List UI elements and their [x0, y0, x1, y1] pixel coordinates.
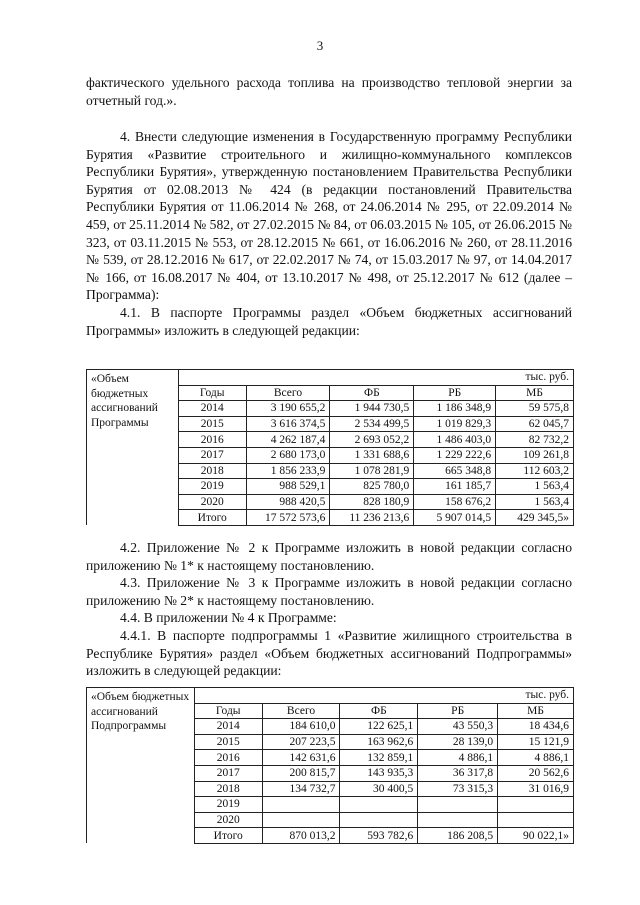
value-cell: 18 434,6: [498, 719, 574, 735]
value-cell: 2 534 499,5: [330, 416, 414, 432]
value-cell: 825 780,0: [330, 479, 414, 495]
value-cell: 1 856 233,9: [246, 463, 330, 479]
value-cell: 1 078 281,9: [330, 463, 414, 479]
column-header: Всего: [246, 385, 330, 401]
table-unit: тыс. руб.: [178, 370, 573, 386]
value-cell: 870 013,2: [262, 828, 340, 844]
value-cell: 158 676,2: [414, 494, 496, 510]
year-cell: 2014: [178, 401, 246, 417]
value-cell: 112 603,2: [496, 463, 574, 479]
year-cell: 2015: [194, 734, 262, 750]
value-cell: 4 886,1: [418, 750, 498, 766]
value-cell: 28 139,0: [418, 734, 498, 750]
paragraph-item-4-4-1: 4.4.1. В паспорте подпрограммы 1 «Развитие жилищного строительства в Республике Бурятия» раздел «Объем бюджетных ассигнований Подпрограммы» изложить в следующей редакции:: [86, 627, 572, 679]
value-cell: 1 944 730,5: [330, 401, 414, 417]
value-cell: [340, 812, 418, 828]
page-number: 3: [316, 38, 324, 53]
column-header: Всего: [262, 703, 340, 719]
value-cell: 1 563,4: [496, 494, 574, 510]
year-cell: Итого: [194, 828, 262, 844]
column-header: ФБ: [330, 385, 414, 401]
value-cell: 4 262 187,4: [246, 432, 330, 448]
column-header: Годы: [178, 385, 246, 401]
paragraph-item-4-3: 4.3. Приложение № 3 к Программе изложить в новой редакции согласно приложению № 2* к настоящему постановлению.: [86, 575, 572, 608]
table-label: «Объем бюджетных ассигнований Программы: [87, 370, 179, 526]
value-cell: 62 045,7: [496, 416, 574, 432]
year-cell: 2018: [194, 781, 262, 797]
value-cell: 1 331 688,6: [330, 447, 414, 463]
year-cell: 2018: [178, 463, 246, 479]
year-cell: 2017: [194, 765, 262, 781]
value-cell: 200 815,7: [262, 765, 340, 781]
value-cell: 163 962,6: [340, 734, 418, 750]
value-cell: 132 859,1: [340, 750, 418, 766]
paragraph-item-4-2: 4.2. Приложение № 2 к Программе изложить в новой редакции согласно приложению № 1* к настоящему постановлению.: [86, 540, 572, 573]
value-cell: 429 345,5»: [496, 510, 574, 526]
value-cell: 36 317,8: [418, 765, 498, 781]
value-cell: 988 420,5: [246, 494, 330, 510]
value-cell: 142 631,6: [262, 750, 340, 766]
value-cell: [498, 797, 574, 813]
value-cell: 1 186 348,9: [414, 401, 496, 417]
value-cell: 17 572 573,6: [246, 510, 330, 526]
paragraph-item-4-4: 4.4. В приложении № 4 к Программе:: [120, 610, 337, 626]
value-cell: 11 236 213,6: [330, 510, 414, 526]
value-cell: 2 693 052,2: [330, 432, 414, 448]
budget-table-subprogram: [86, 687, 574, 844]
column-header: РБ: [418, 703, 498, 719]
value-cell: 31 016,9: [498, 781, 574, 797]
year-cell: 2015: [178, 416, 246, 432]
value-cell: 90 022,1»: [498, 828, 574, 844]
value-cell: 59 575,8: [496, 401, 574, 417]
value-cell: 2 680 173,0: [246, 447, 330, 463]
value-cell: 1 486 403,0: [414, 432, 496, 448]
value-cell: 665 348,8: [414, 463, 496, 479]
paragraph-item-4: 4. Внести следующие изменения в Государственную программу Республики Бурятия «Развитие строительного и жилищно-коммунального комплексов Республики Бурятия», утвержденную постановлением Правительства Республики Бурятия от 02.08.2013 № 424 (в редакции постановлений Правительства Республики Бурятия от 11.06.2014 № 268, от 24.06.2014 № 295, от 22.09.2014 № 459, от 25.11.2014 № 582, от 27.02.2015 № 84, от 06.03.2015 № 105, от 26.06.2015 № 323, от 03.11.2015 № 553, от 28.12.2015 № 661, от 16.06.2016 № 260, от 28.11.2016 № 539, от 28.12.2016 № 617, от 22.02.2017 № 74, от 15.03.2017 № 97, от 14.04.2017 № 166, от 16.08.2017 № 404, от 13.10.2017 № 498, от 25.12.2017 № 612 (далее – Программа): 4.1. В паспорте Программы раздел «Объем бюджетных ассигнований Программы» изложить в следующей редакции:: [86, 129, 572, 338]
year-cell: 2020: [194, 812, 262, 828]
year-cell: 2016: [194, 750, 262, 766]
table-unit: тыс. руб.: [194, 688, 573, 704]
year-cell: 2017: [178, 447, 246, 463]
year-cell: 2014: [194, 719, 262, 735]
value-cell: 186 208,5: [418, 828, 498, 844]
value-cell: 828 180,9: [330, 494, 414, 510]
year-cell: 2020: [178, 494, 246, 510]
value-cell: 30 400,5: [340, 781, 418, 797]
value-cell: 122 625,1: [340, 719, 418, 735]
value-cell: 20 562,6: [498, 765, 574, 781]
value-cell: 43 550,3: [418, 719, 498, 735]
value-cell: 184 610,0: [262, 719, 340, 735]
budget-table-program: [86, 369, 574, 526]
year-cell: 2019: [178, 479, 246, 495]
table-label: «Объем бюджетных ассигнований Подпрограммы: [87, 688, 195, 844]
value-cell: 207 223,5: [262, 734, 340, 750]
value-cell: 73 315,3: [418, 781, 498, 797]
value-cell: 82 732,2: [496, 432, 574, 448]
value-cell: [340, 797, 418, 813]
value-cell: 134 732,7: [262, 781, 340, 797]
value-cell: 593 782,6: [340, 828, 418, 844]
column-header: Годы: [194, 703, 262, 719]
value-cell: [498, 812, 574, 828]
column-header: МБ: [496, 385, 574, 401]
value-cell: [418, 812, 498, 828]
column-header: РБ: [414, 385, 496, 401]
value-cell: 1 563,4: [496, 479, 574, 495]
value-cell: 3 190 655,2: [246, 401, 330, 417]
value-cell: 109 261,8: [496, 447, 574, 463]
value-cell: 988 529,1: [246, 479, 330, 495]
value-cell: [262, 812, 340, 828]
value-cell: 4 886,1: [498, 750, 574, 766]
column-header: ФБ: [340, 703, 418, 719]
value-cell: 1 229 222,6: [414, 447, 496, 463]
value-cell: 143 935,3: [340, 765, 418, 781]
value-cell: [262, 797, 340, 813]
value-cell: 1 019 829,3: [414, 416, 496, 432]
year-cell: 2019: [194, 797, 262, 813]
value-cell: 15 121,9: [498, 734, 574, 750]
column-header: МБ: [498, 703, 574, 719]
paragraph-item-4-1: 4.1. В паспорте Программы раздел «Объем бюджетных ассигнований Программы» изложить в следующей редакции:: [86, 304, 572, 338]
value-cell: [418, 797, 498, 813]
paragraphs-4-2-to-4-4-1: [86, 539, 572, 680]
year-cell: 2016: [178, 432, 246, 448]
value-cell: 5 907 014,5: [414, 510, 496, 526]
paragraph-continuation: фактического удельного расхода топлива на производство тепловой энергии за отчетный год.».: [86, 75, 572, 108]
value-cell: 161 185,7: [414, 479, 496, 495]
year-cell: Итого: [178, 510, 246, 526]
value-cell: 3 616 374,5: [246, 416, 330, 432]
